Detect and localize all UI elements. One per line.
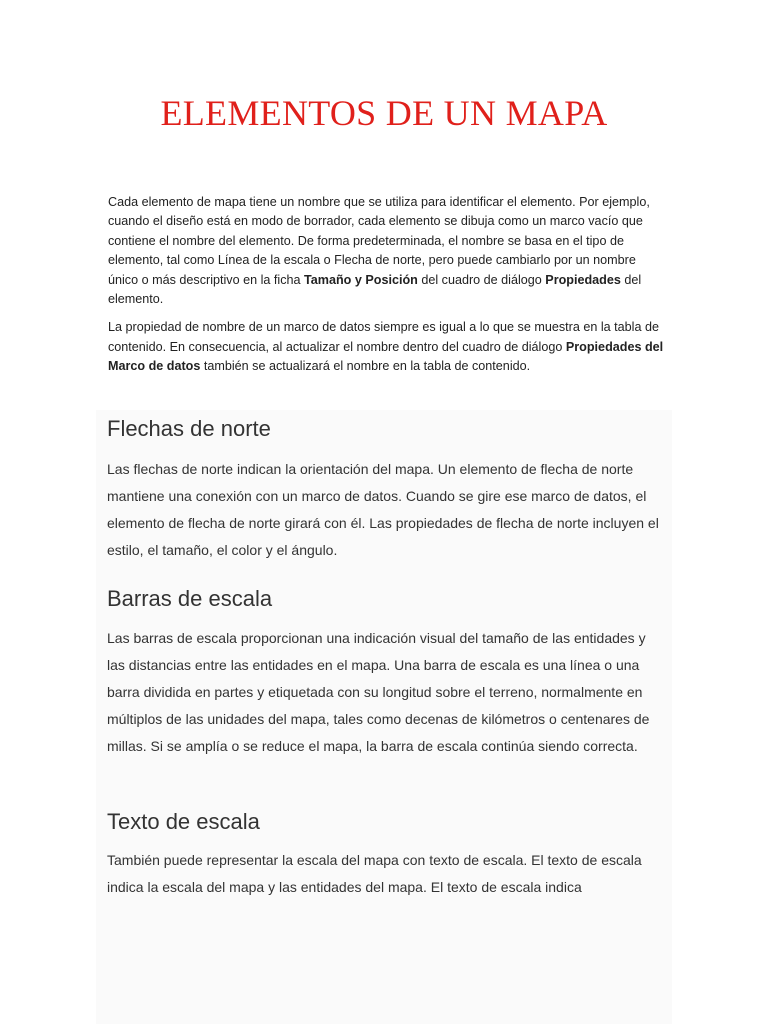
- intro-text: [108, 193, 668, 386]
- intro-p2-text-a: La propiedad de nombre de un marco de datos siempre es igual a lo que se muestra en la tabla de contenido. En consecuencia, al actualizar el nombre dentro del cuadro de diálogo: [108, 320, 659, 354]
- section-body-scale-bars: Las barras de escala proporcionan una indicación visual del tamaño de las entidades y las distancias entre las entidades en el mapa. Una barra de escala es una línea o una barra dividida en partes y etiquetada con su longitud sobre el terreno, normalmente en múltiplos de las unidades del mapa, tales como decenas de kilómetros o centenares de millas. Si se amplía o se reduce el mapa, la barra de escala continúa siendo correcta.: [107, 630, 650, 754]
- intro-p1-text-c: del elemento.: [108, 272, 642, 307]
- section-heading-scale-text: Texto de escala: [107, 809, 260, 834]
- intro-p1-bold-tab-name: Tamaño y Posición: [304, 272, 418, 287]
- intro-paragraph-2: [108, 318, 668, 376]
- intro-p2-bold-dialog-name: Propiedades del Marco de datos: [108, 339, 664, 374]
- page-title: ELEMENTOS DE UN MAPA: [160, 93, 608, 133]
- intro-p1-text-a: Cada elemento de mapa tiene un nombre que se utiliza para identificar el elemento. Por ejemplo, cuando el diseño está en modo de borrador, cada elemento se dibuja como un marco vacío que contiene el nombre del elemento. De forma predeterminada, el nombre se basa en el tipo de elemento, tal como Línea de la escala o Flecha de norte, pero puede cambiarlo por un nombre único o más descriptivo en la ficha: [108, 195, 650, 287]
- section-heading-north-arrows: Flechas de norte: [107, 416, 271, 441]
- section-body-north-arrows: Las flechas de norte indican la orientación del mapa. Un elemento de flecha de norte mantiene una conexión con un marco de datos. Cuando se gire ese marco de datos, el elemento de flecha de norte girará con él. Las propiedades de flecha de norte incluyen el estilo, el tamaño, el color y el ángulo.: [107, 461, 659, 558]
- intro-p1-text-b: del cuadro de diálogo: [417, 272, 546, 287]
- section-body-scale-text: También puede representar la escala del mapa con texto de escala. El texto de escala indica la escala del mapa y las entidades del mapa. El texto de escala indica: [107, 852, 642, 895]
- intro-paragraph-1: [108, 193, 668, 309]
- section-heading-scale-bars: Barras de escala: [107, 586, 273, 611]
- intro-p2-text-b: también se actualizará el nombre en la tabla de contenido.: [200, 359, 531, 374]
- intro-p1-bold-dialog-name: Propiedades: [545, 272, 621, 287]
